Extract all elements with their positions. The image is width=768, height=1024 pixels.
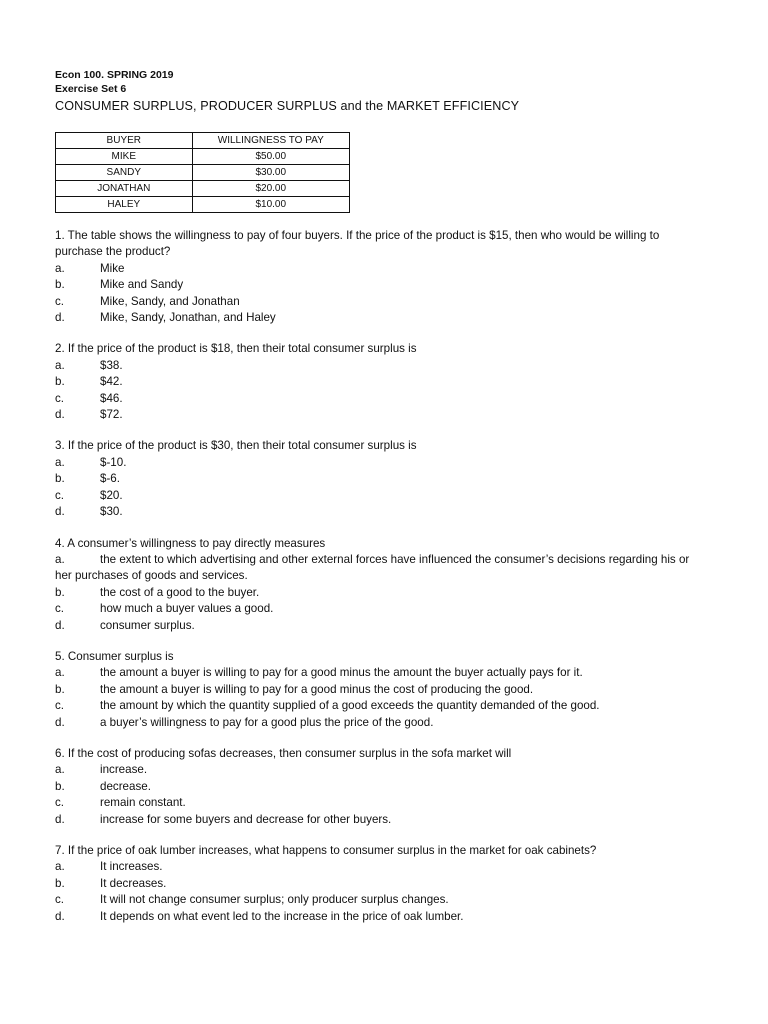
option-letter: d. xyxy=(55,618,65,632)
document-page xyxy=(55,68,705,925)
option-text: Mike, Sandy, Jonathan, and Haley xyxy=(100,311,276,325)
question-stem: 4. A consumer’s willingness to pay directly measures xyxy=(55,536,326,550)
option-letter: c. xyxy=(55,699,65,713)
option-text: It decreases. xyxy=(100,876,167,890)
wtp-cell: $30.00 xyxy=(192,165,349,181)
option-text: $30. xyxy=(100,505,123,519)
option-text: $-6. xyxy=(100,472,120,486)
option-a xyxy=(55,358,705,374)
question-5 xyxy=(55,649,705,731)
option-c xyxy=(55,391,705,407)
option-text: $42. xyxy=(100,375,123,389)
option-d xyxy=(55,812,705,828)
option-text: It will not change consumer surplus; only producer surplus changes. xyxy=(100,893,449,907)
option-letter: c. xyxy=(55,391,65,405)
option-b xyxy=(55,779,705,795)
question-2 xyxy=(55,341,705,423)
buyer-cell: HALEY xyxy=(56,197,193,213)
option-text: $46. xyxy=(100,391,123,405)
option-text: the cost of a good to the buyer. xyxy=(100,585,260,599)
option-text: $-10. xyxy=(100,455,127,469)
question-stem: 5. Consumer surplus is xyxy=(55,649,174,663)
option-text: It increases. xyxy=(100,860,163,874)
option-text: $38. xyxy=(100,358,123,372)
option-c xyxy=(55,488,705,504)
option-letter: c. xyxy=(55,294,65,308)
option-text: the extent to which advertising and other external forces have influenced the consumer’s decisions regarding his or her purchases of goods and services. xyxy=(55,552,690,583)
option-d xyxy=(55,407,705,423)
option-letter: a. xyxy=(55,455,65,469)
option-c xyxy=(55,601,705,617)
option-letter: b. xyxy=(55,585,65,599)
option-a xyxy=(55,859,705,875)
option-text: Mike xyxy=(100,261,125,275)
willingness-table xyxy=(55,132,350,213)
option-letter: d. xyxy=(55,909,65,923)
option-letter: b. xyxy=(55,876,65,890)
option-a xyxy=(55,261,705,277)
option-letter: d. xyxy=(55,408,65,422)
option-letter: a. xyxy=(55,552,65,566)
option-a xyxy=(55,552,705,585)
option-letter: c. xyxy=(55,796,65,810)
question-4 xyxy=(55,536,705,634)
option-letter: d. xyxy=(55,715,65,729)
option-letter: a. xyxy=(55,261,65,275)
option-letter: d. xyxy=(55,812,65,826)
question-stem: 1. The table shows the willingness to pay of four buyers. If the price of the product is $15, then who would be willing to purchase the product? xyxy=(55,229,660,259)
option-b xyxy=(55,585,705,601)
option-b xyxy=(55,277,705,293)
option-c xyxy=(55,892,705,908)
question-stem: 2. If the price of the product is $18, then their total consumer surplus is xyxy=(55,342,417,356)
option-text: Mike and Sandy xyxy=(100,278,184,292)
option-d xyxy=(55,310,705,326)
option-d xyxy=(55,909,705,925)
option-b xyxy=(55,471,705,487)
table-row xyxy=(56,149,350,165)
option-text: how much a buyer values a good. xyxy=(100,602,274,616)
option-c xyxy=(55,795,705,811)
table-row xyxy=(56,165,350,181)
option-letter: a. xyxy=(55,763,65,777)
wtp-cell: $50.00 xyxy=(192,149,349,165)
wtp-cell: $20.00 xyxy=(192,181,349,197)
option-d xyxy=(55,715,705,731)
option-text: remain constant. xyxy=(100,796,186,810)
question-stem: 3. If the price of the product is $30, then their total consumer surplus is xyxy=(55,439,417,453)
option-d xyxy=(55,504,705,520)
option-text: Mike, Sandy, and Jonathan xyxy=(100,294,240,308)
option-text: a buyer’s willingness to pay for a good plus the price of the good. xyxy=(100,715,434,729)
option-letter: c. xyxy=(55,602,65,616)
option-letter: c. xyxy=(55,488,65,502)
question-3 xyxy=(55,438,705,520)
option-text: the amount by which the quantity supplied of a good exceeds the quantity demanded of the good. xyxy=(100,699,600,713)
question-stem: 6. If the cost of producing sofas decreases, then consumer surplus in the sofa market will xyxy=(55,746,512,760)
option-letter: b. xyxy=(55,375,65,389)
option-c xyxy=(55,698,705,714)
option-text: increase. xyxy=(100,763,148,777)
question-1 xyxy=(55,228,705,326)
option-text: decrease. xyxy=(100,779,151,793)
wtp-cell: $10.00 xyxy=(192,197,349,213)
buyer-cell: SANDY xyxy=(56,165,193,181)
table-row xyxy=(56,197,350,213)
option-text: the amount a buyer is willing to pay for a good minus the cost of producing the good. xyxy=(100,682,534,696)
option-letter: c. xyxy=(55,893,65,907)
option-letter: b. xyxy=(55,682,65,696)
option-letter: a. xyxy=(55,358,65,372)
option-letter: b. xyxy=(55,779,65,793)
option-text: $20. xyxy=(100,488,123,502)
exercise-heading: Exercise Set 6 xyxy=(55,83,127,95)
option-text: $72. xyxy=(100,408,123,422)
course-heading: Econ 100. SPRING 2019 xyxy=(55,69,174,81)
option-b xyxy=(55,682,705,698)
option-c xyxy=(55,294,705,310)
question-stem: 7. If the price of oak lumber increases, what happens to consumer surplus in the market for oak cabinets? xyxy=(55,844,597,857)
option-letter: b. xyxy=(55,278,65,292)
page-title: CONSUMER SURPLUS, PRODUCER SURPLUS and the MARKET EFFICIENCY xyxy=(55,99,520,113)
option-b xyxy=(55,374,705,390)
option-a xyxy=(55,455,705,471)
question-7 xyxy=(55,843,705,925)
option-d xyxy=(55,618,705,634)
table-header-row xyxy=(56,133,350,149)
option-a xyxy=(55,665,705,681)
column-header-buyer: BUYER xyxy=(56,133,193,149)
option-text: consumer surplus. xyxy=(100,618,195,632)
option-letter: a. xyxy=(55,860,65,874)
option-letter: a. xyxy=(55,666,65,680)
option-letter: d. xyxy=(55,311,65,325)
option-text: increase for some buyers and decrease for other buyers. xyxy=(100,812,392,826)
buyer-cell: MIKE xyxy=(56,149,193,165)
option-a xyxy=(55,762,705,778)
option-b xyxy=(55,876,705,892)
buyer-cell: JONATHAN xyxy=(56,181,193,197)
column-header-wtp: WILLINGNESS TO PAY xyxy=(192,133,349,149)
option-letter: b. xyxy=(55,472,65,486)
question-6 xyxy=(55,746,705,828)
option-text: It depends on what event led to the increase in the price of oak lumber. xyxy=(100,909,464,923)
table-row xyxy=(56,181,350,197)
option-text: the amount a buyer is willing to pay for a good minus the amount the buyer actually pays for it. xyxy=(100,666,583,680)
option-letter: d. xyxy=(55,505,65,519)
